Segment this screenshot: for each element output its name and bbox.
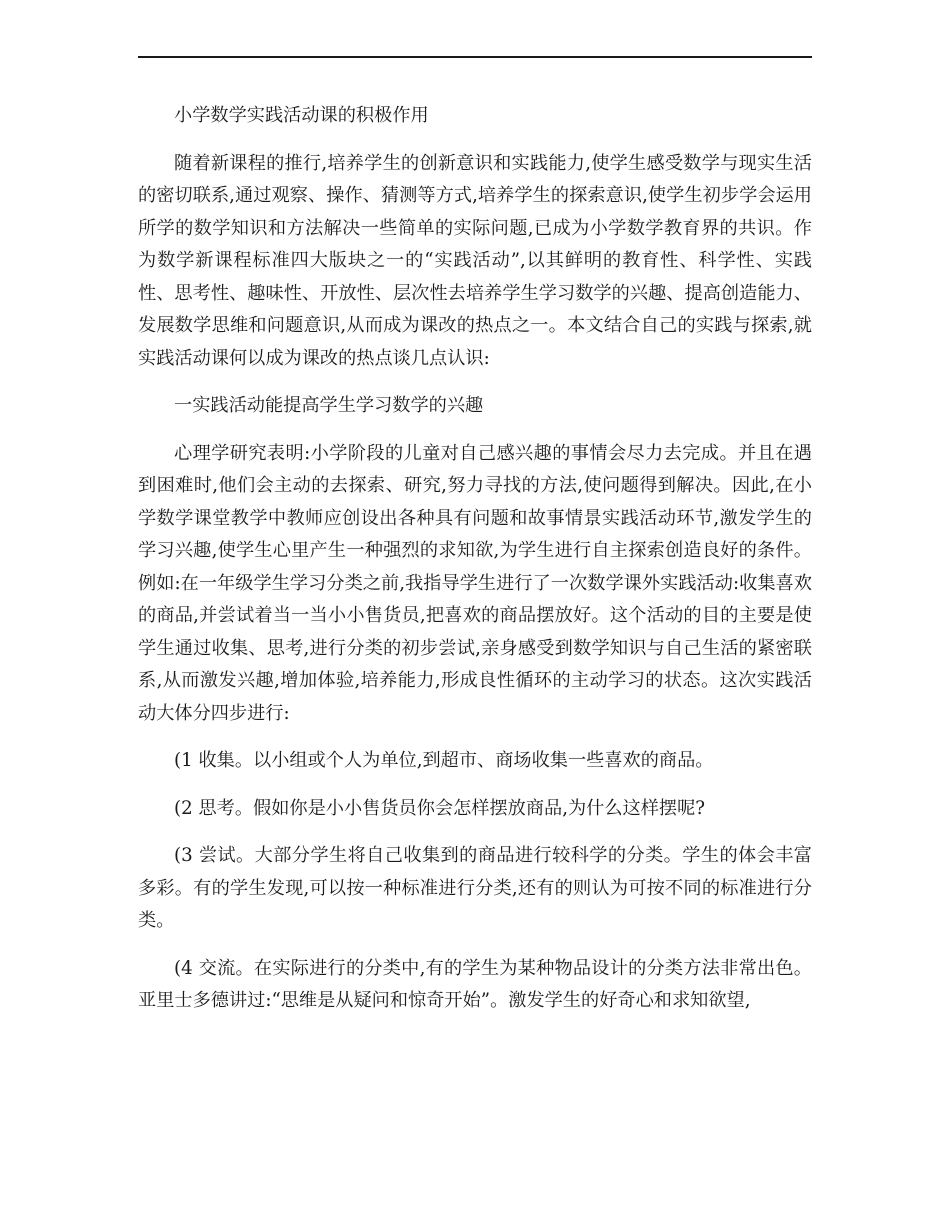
header-rule — [138, 56, 812, 58]
step-2-think: (2 思考。假如你是小小售货员你会怎样摆放商品,为什么这样摆呢? — [174, 797, 706, 819]
paragraph-intro: 随着新课程的推行,培养学生的创新意识和实践能力,使学生感受数学与现实生活的密切联系,通过观察、操作、猜测等方式,培养学生的探索意识,使学生初步学会运用所学的数学知识和方法解决一些简单的实际问题,已成为小学数学教育界的共识。作为数学新课程标准四大版块之一的“实践活动”,以其鲜明的教育性、科学性、实践性、思考性、趣味性、开放性、层次性去培养学生学习数学的兴趣、提高创造能力、发展数学思维和问题意识,从而成为课改的热点之一。本文结合自己的实践与探索,就实践活动课何以成为课改的热点谈几点认识: — [138, 152, 812, 369]
paragraph-interest: 心理学研究表明:小学阶段的儿童对自己感兴趣的事情会尽力去完成。并且在遇到困难时,他们会主动的去探索、研究,努力寻找的方法,使问题得到解决。因此,在小学数学课堂教学中教师应创设出各种具有问题和故事情景实践活动环节,激发学生的学习兴趣,使学生心里产生一种强烈的求知欲,为学生进行自主探索创造良好的条件。例如:在一年级学生学习分类之前,我指导学生进行了一次数学课外实践活动:收集喜欢的商品,并尝试着当一当小小售货员,把喜欢的商品摆放好。这个活动的目的主要是使学生通过收集、思考,进行分类的初步尝试,亲身感受到数学知识与自己生活的紧密联系,从而激发兴趣,增加体验,培养能力,形成良性循环的主动学习的状态。这次实践活动大体分四步进行: — [138, 442, 812, 724]
document-body — [138, 100, 812, 1033]
step-4-exchange: (4 交流。在实际进行的分类中,有的学生为某种物品设计的分类方法非常出色。亚里士多德讲过:“思维是从疑问和惊奇开始”。激发学生的好奇心和求知欲望, — [138, 957, 812, 1011]
step-3-try: (3 尝试。大部分学生将自己收集到的商品进行较科学的分类。学生的体会丰富多彩。有的学生发现,可以按一种标准进行分类,还有的则认为可按不同的标准进行分类。 — [138, 845, 812, 931]
document-title: 小学数学实践活动课的积极作用 — [174, 105, 429, 126]
step-1-collect: (1 收集。以小组或个人为单位,到超市、商场收集一些喜欢的商品。 — [174, 750, 714, 771]
section-heading-1: 一实践活动能提高学生学习数学的兴趣 — [174, 395, 484, 416]
